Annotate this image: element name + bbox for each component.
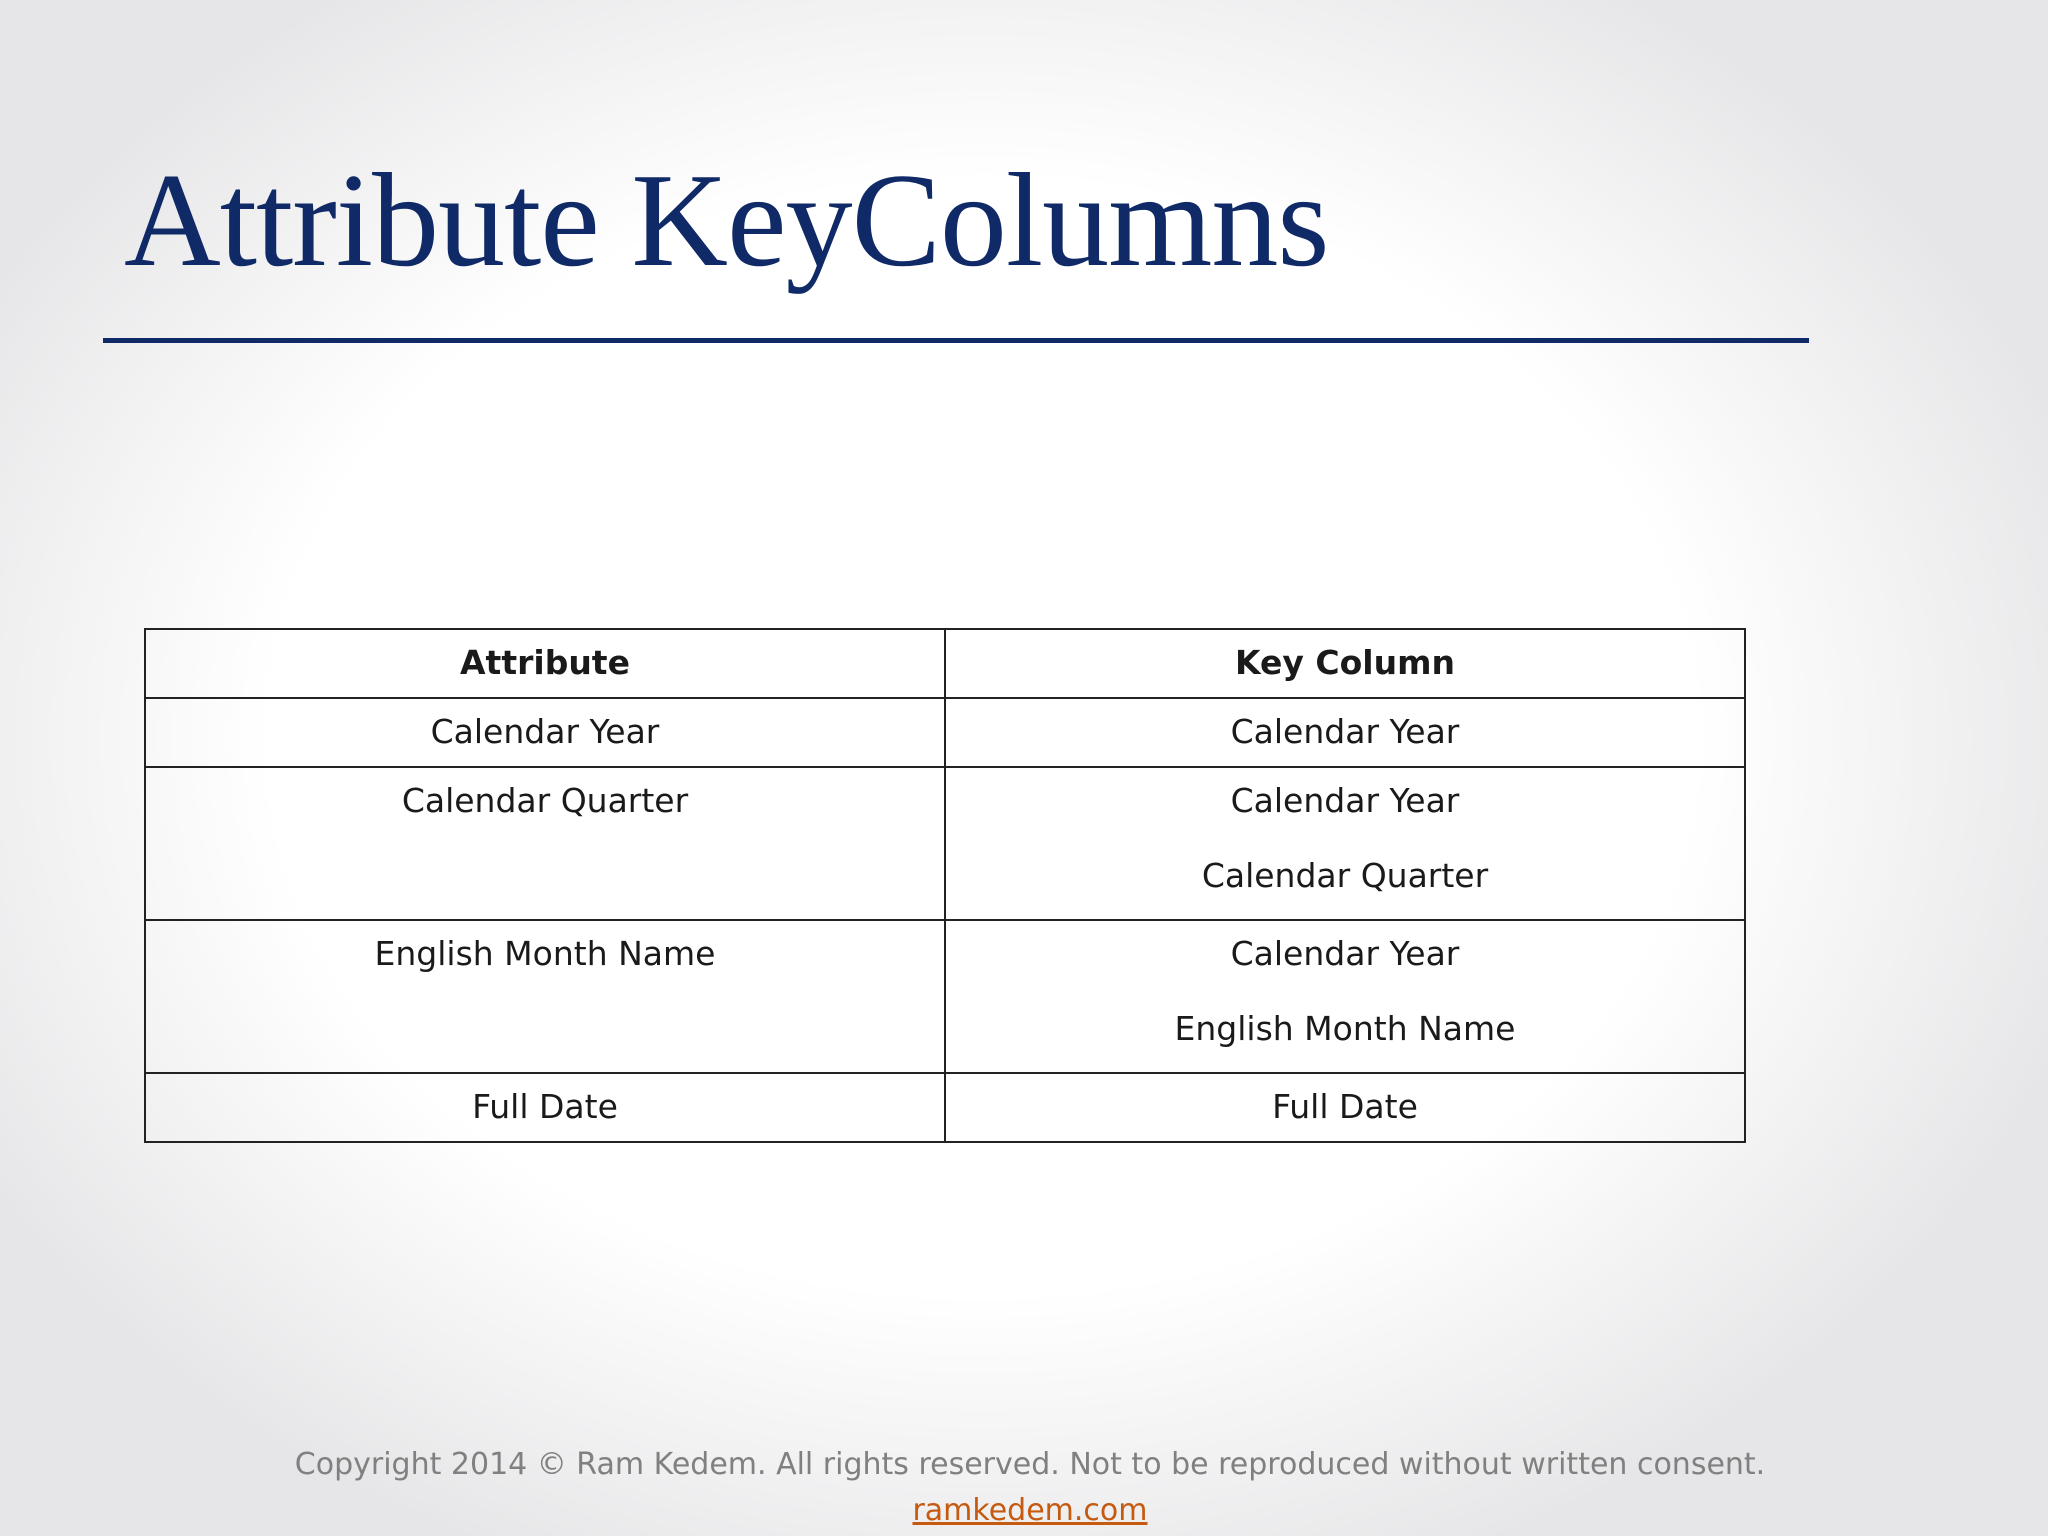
header-attribute: Attribute <box>145 629 945 698</box>
attribute-cell <box>145 920 945 1073</box>
key-column-name: Calendar Year <box>1230 781 1460 820</box>
attribute-name: Calendar Quarter <box>401 781 689 820</box>
slide-title: Attribute KeyColumns <box>124 146 1329 294</box>
header-key-column: Key Column <box>945 629 1745 698</box>
key-column-name: English Month Name <box>1174 1009 1516 1048</box>
key-column-cell <box>945 767 1745 920</box>
attribute-name: English Month Name <box>374 934 716 973</box>
footer-link-wrapper <box>0 1490 2048 1532</box>
attribute-cell <box>145 698 945 767</box>
key-column-name: Calendar Year <box>1230 712 1460 751</box>
table-header-row <box>145 629 1745 698</box>
key-column-cell <box>945 920 1745 1073</box>
attribute-key-columns-table <box>144 628 1746 1143</box>
table-row <box>145 1073 1745 1142</box>
title-underline <box>103 338 1809 343</box>
key-column-name: Full Date <box>1272 1087 1418 1126</box>
attribute-cell <box>145 1073 945 1142</box>
table-row <box>145 698 1745 767</box>
attribute-cell <box>145 767 945 920</box>
key-column-cell <box>945 698 1745 767</box>
table-row <box>145 920 1745 1073</box>
key-column-name: Calendar Year <box>1230 934 1460 973</box>
table-row <box>145 767 1745 920</box>
attribute-name: Calendar Year <box>430 712 660 751</box>
attribute-name: Full Date <box>472 1087 618 1126</box>
website-link[interactable]: ramkedem.com <box>912 1493 1148 1528</box>
key-column-name: Calendar Quarter <box>1201 856 1489 895</box>
key-column-cell <box>945 1073 1745 1142</box>
copyright-notice: Copyright 2014 © Ram Kedem. All rights reserved. Not to be reproduced without written consent. <box>294 1447 1766 1482</box>
